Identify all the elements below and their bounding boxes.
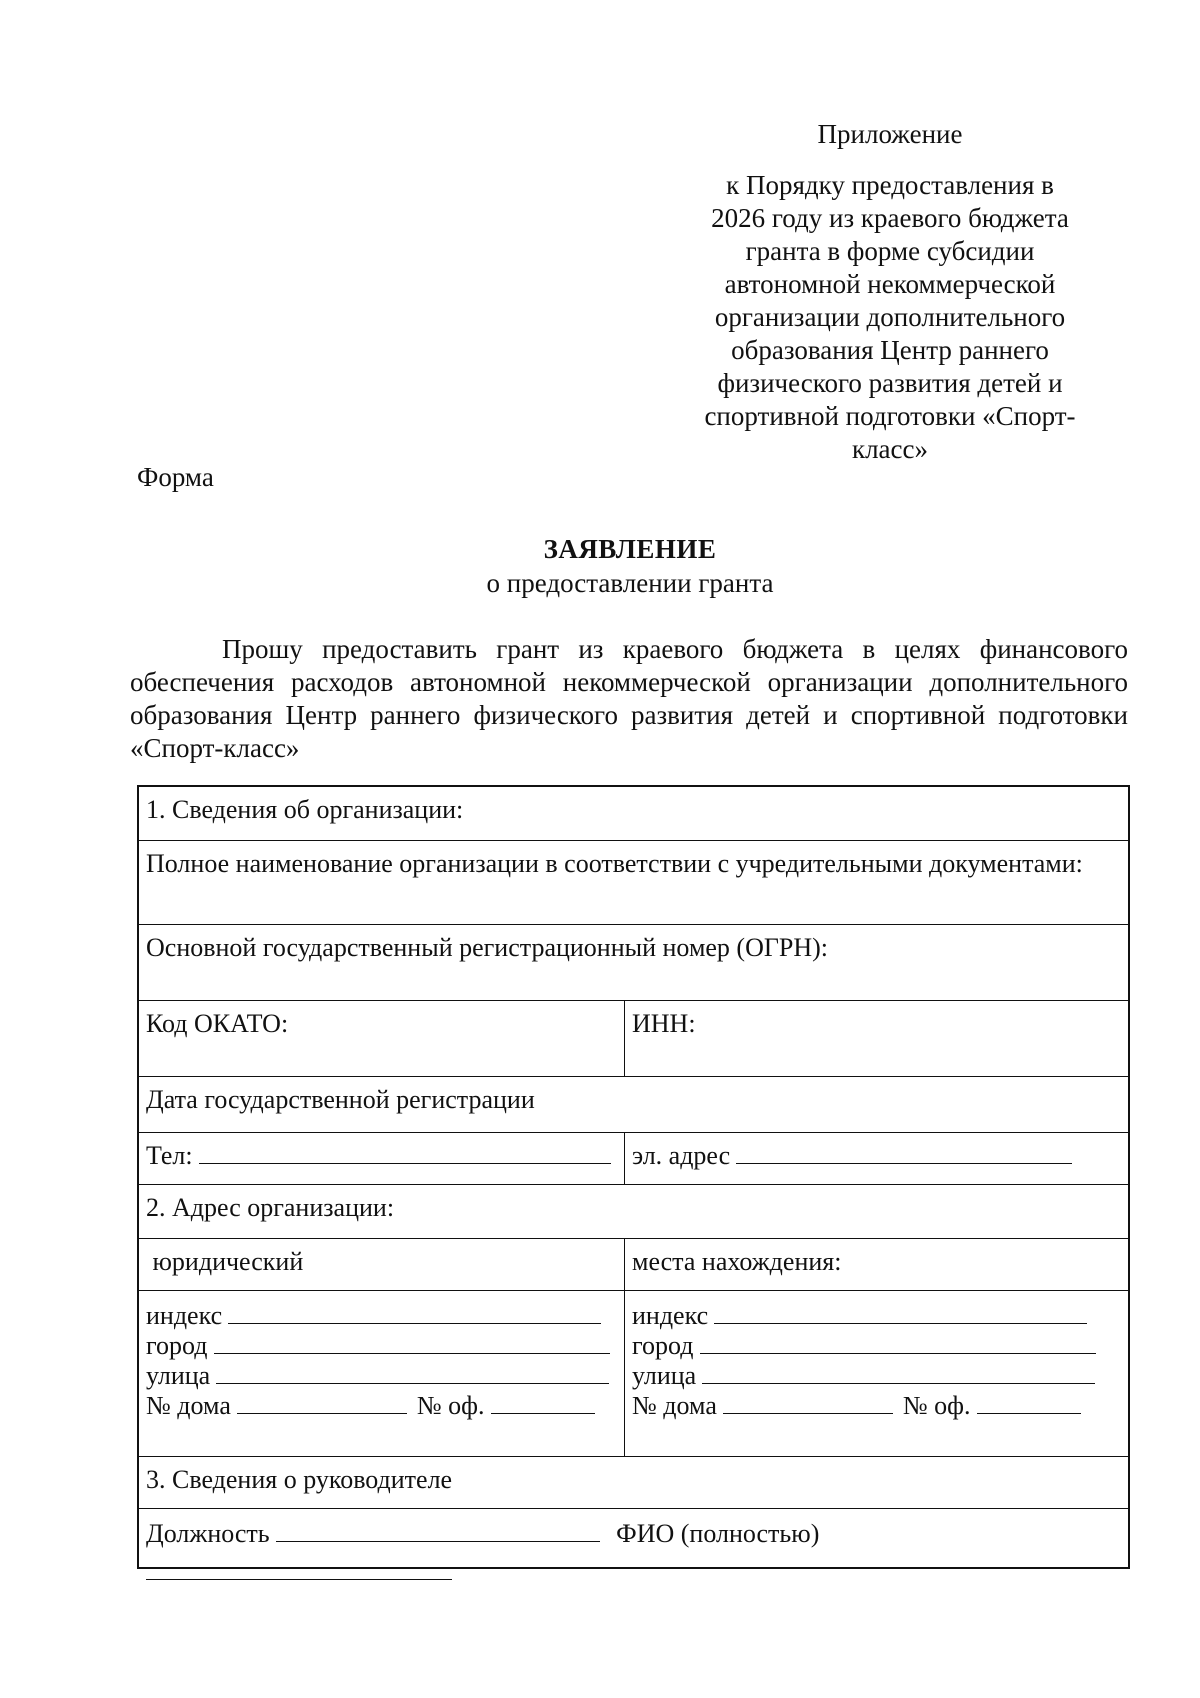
section2-row xyxy=(139,1185,1128,1239)
reg-date-label: Дата государственной регистрации xyxy=(146,1085,535,1114)
head-info-cell xyxy=(139,1509,1128,1569)
document-subtitle: о предоставлении гранта xyxy=(486,568,774,598)
legal-house-field xyxy=(146,1391,617,1421)
legal-city-label: город xyxy=(146,1331,208,1360)
form-label: Форма xyxy=(137,462,214,492)
fio-input-line[interactable] xyxy=(146,1569,452,1580)
fio-label: ФИО (полностью) xyxy=(616,1519,820,1548)
actual-house-input-line[interactable] xyxy=(723,1391,893,1414)
position-label: Должность xyxy=(146,1519,270,1548)
actual-index-input-line[interactable] xyxy=(714,1301,1087,1324)
actual-house-label: № дома xyxy=(632,1391,717,1420)
full-name-label: Полное наименование организации в соответствии с учредительными документами: xyxy=(146,849,1083,878)
appendix-line: автономной некоммерческой xyxy=(724,269,1056,299)
actual-office-label: № оф. xyxy=(902,1391,971,1420)
actual-city-label: город xyxy=(632,1331,694,1360)
actual-index-label: индекс xyxy=(632,1301,709,1330)
appendix-line: физического развития детей и xyxy=(717,368,1063,398)
legal-street-label: улица xyxy=(146,1361,211,1390)
actual-office-input-line[interactable] xyxy=(977,1391,1081,1414)
contact-row xyxy=(139,1133,1128,1185)
legal-street-input-line[interactable] xyxy=(216,1361,609,1384)
okato-label: Код ОКАТО: xyxy=(146,1009,289,1038)
section2-heading: 2. Адрес организации: xyxy=(146,1193,395,1222)
legal-index-label: индекс xyxy=(146,1301,223,1330)
actual-address-heading xyxy=(625,1239,1128,1290)
appendix-line: к Порядку предоставления в xyxy=(726,170,1054,200)
legal-office-label: № оф. xyxy=(416,1391,485,1420)
appendix-line: образования Центр раннего xyxy=(731,335,1049,365)
actual-index-field xyxy=(632,1301,1121,1331)
fio-line-wrap xyxy=(146,1557,1121,1587)
actual-house-field xyxy=(632,1391,1121,1421)
actual-street-label: улица xyxy=(632,1361,697,1390)
phone-cell xyxy=(139,1133,625,1184)
legal-house-input-line[interactable] xyxy=(237,1391,407,1414)
document-title: ЗАЯВЛЕНИЕ xyxy=(543,534,717,564)
section1-row xyxy=(139,787,1128,841)
legal-address-heading xyxy=(139,1239,625,1290)
address-type-row xyxy=(139,1239,1128,1291)
legal-address-label: юридический xyxy=(146,1247,304,1276)
intro-paragraph: Прошу предоставить грант из краевого бюджета в целях финансового обеспечения расходов автономной некоммерческой организации дополнительного образования Центр раннего физического развития детей и спортивной подготовки «Спорт-класс» xyxy=(130,634,1128,763)
appendix-line: спортивной подготовки «Спорт- xyxy=(704,401,1076,431)
head-info-row xyxy=(139,1509,1128,1569)
address-fields-row xyxy=(139,1291,1128,1457)
actual-address-label: места нахождения: xyxy=(632,1247,842,1276)
appendix-line: 2026 году из краевого бюджета xyxy=(711,203,1069,233)
appendix-line: класс» xyxy=(851,434,929,464)
phone-input-line[interactable] xyxy=(199,1141,611,1164)
appendix-title: Приложение xyxy=(817,119,963,149)
head-info-line xyxy=(146,1519,1121,1549)
legal-city-field xyxy=(146,1331,617,1361)
section3-heading: 3. Сведения о руководителе xyxy=(146,1465,453,1494)
actual-street-input-line[interactable] xyxy=(702,1361,1095,1384)
section3-row xyxy=(139,1457,1128,1509)
position-input-line[interactable] xyxy=(276,1519,600,1542)
email-label: эл. адрес xyxy=(632,1141,731,1170)
section1-heading: 1. Сведения об организации: xyxy=(146,795,464,824)
email-input-line[interactable] xyxy=(736,1141,1072,1164)
appendix-line: гранта в форме субсидии xyxy=(745,236,1035,266)
legal-street-field xyxy=(146,1361,617,1391)
ogrn-row[interactable] xyxy=(139,925,1128,1001)
legal-house-label: № дома xyxy=(146,1391,231,1420)
actual-address-fields xyxy=(625,1291,1128,1456)
okato-cell[interactable] xyxy=(139,1001,625,1076)
legal-city-input-line[interactable] xyxy=(214,1331,610,1354)
actual-city-field xyxy=(632,1331,1121,1361)
legal-index-input-line[interactable] xyxy=(228,1301,601,1324)
full-name-row[interactable] xyxy=(139,841,1128,925)
phone-label: Тел: xyxy=(146,1141,193,1170)
email-cell xyxy=(625,1133,1128,1184)
reg-date-row[interactable] xyxy=(139,1077,1128,1133)
legal-office-input-line[interactable] xyxy=(491,1391,595,1414)
legal-index-field xyxy=(146,1301,617,1331)
actual-city-input-line[interactable] xyxy=(700,1331,1096,1354)
okato-inn-row xyxy=(139,1001,1128,1077)
actual-street-field xyxy=(632,1361,1121,1391)
ogrn-label: Основной государственный регистрационный номер (ОГРН): xyxy=(146,933,829,962)
inn-label: ИНН: xyxy=(632,1009,696,1038)
inn-cell[interactable] xyxy=(625,1001,1128,1076)
legal-address-fields xyxy=(139,1291,625,1456)
application-form-table xyxy=(137,785,1130,1569)
appendix-line: организации дополнительного xyxy=(714,302,1066,332)
appendix-block xyxy=(690,118,1090,466)
